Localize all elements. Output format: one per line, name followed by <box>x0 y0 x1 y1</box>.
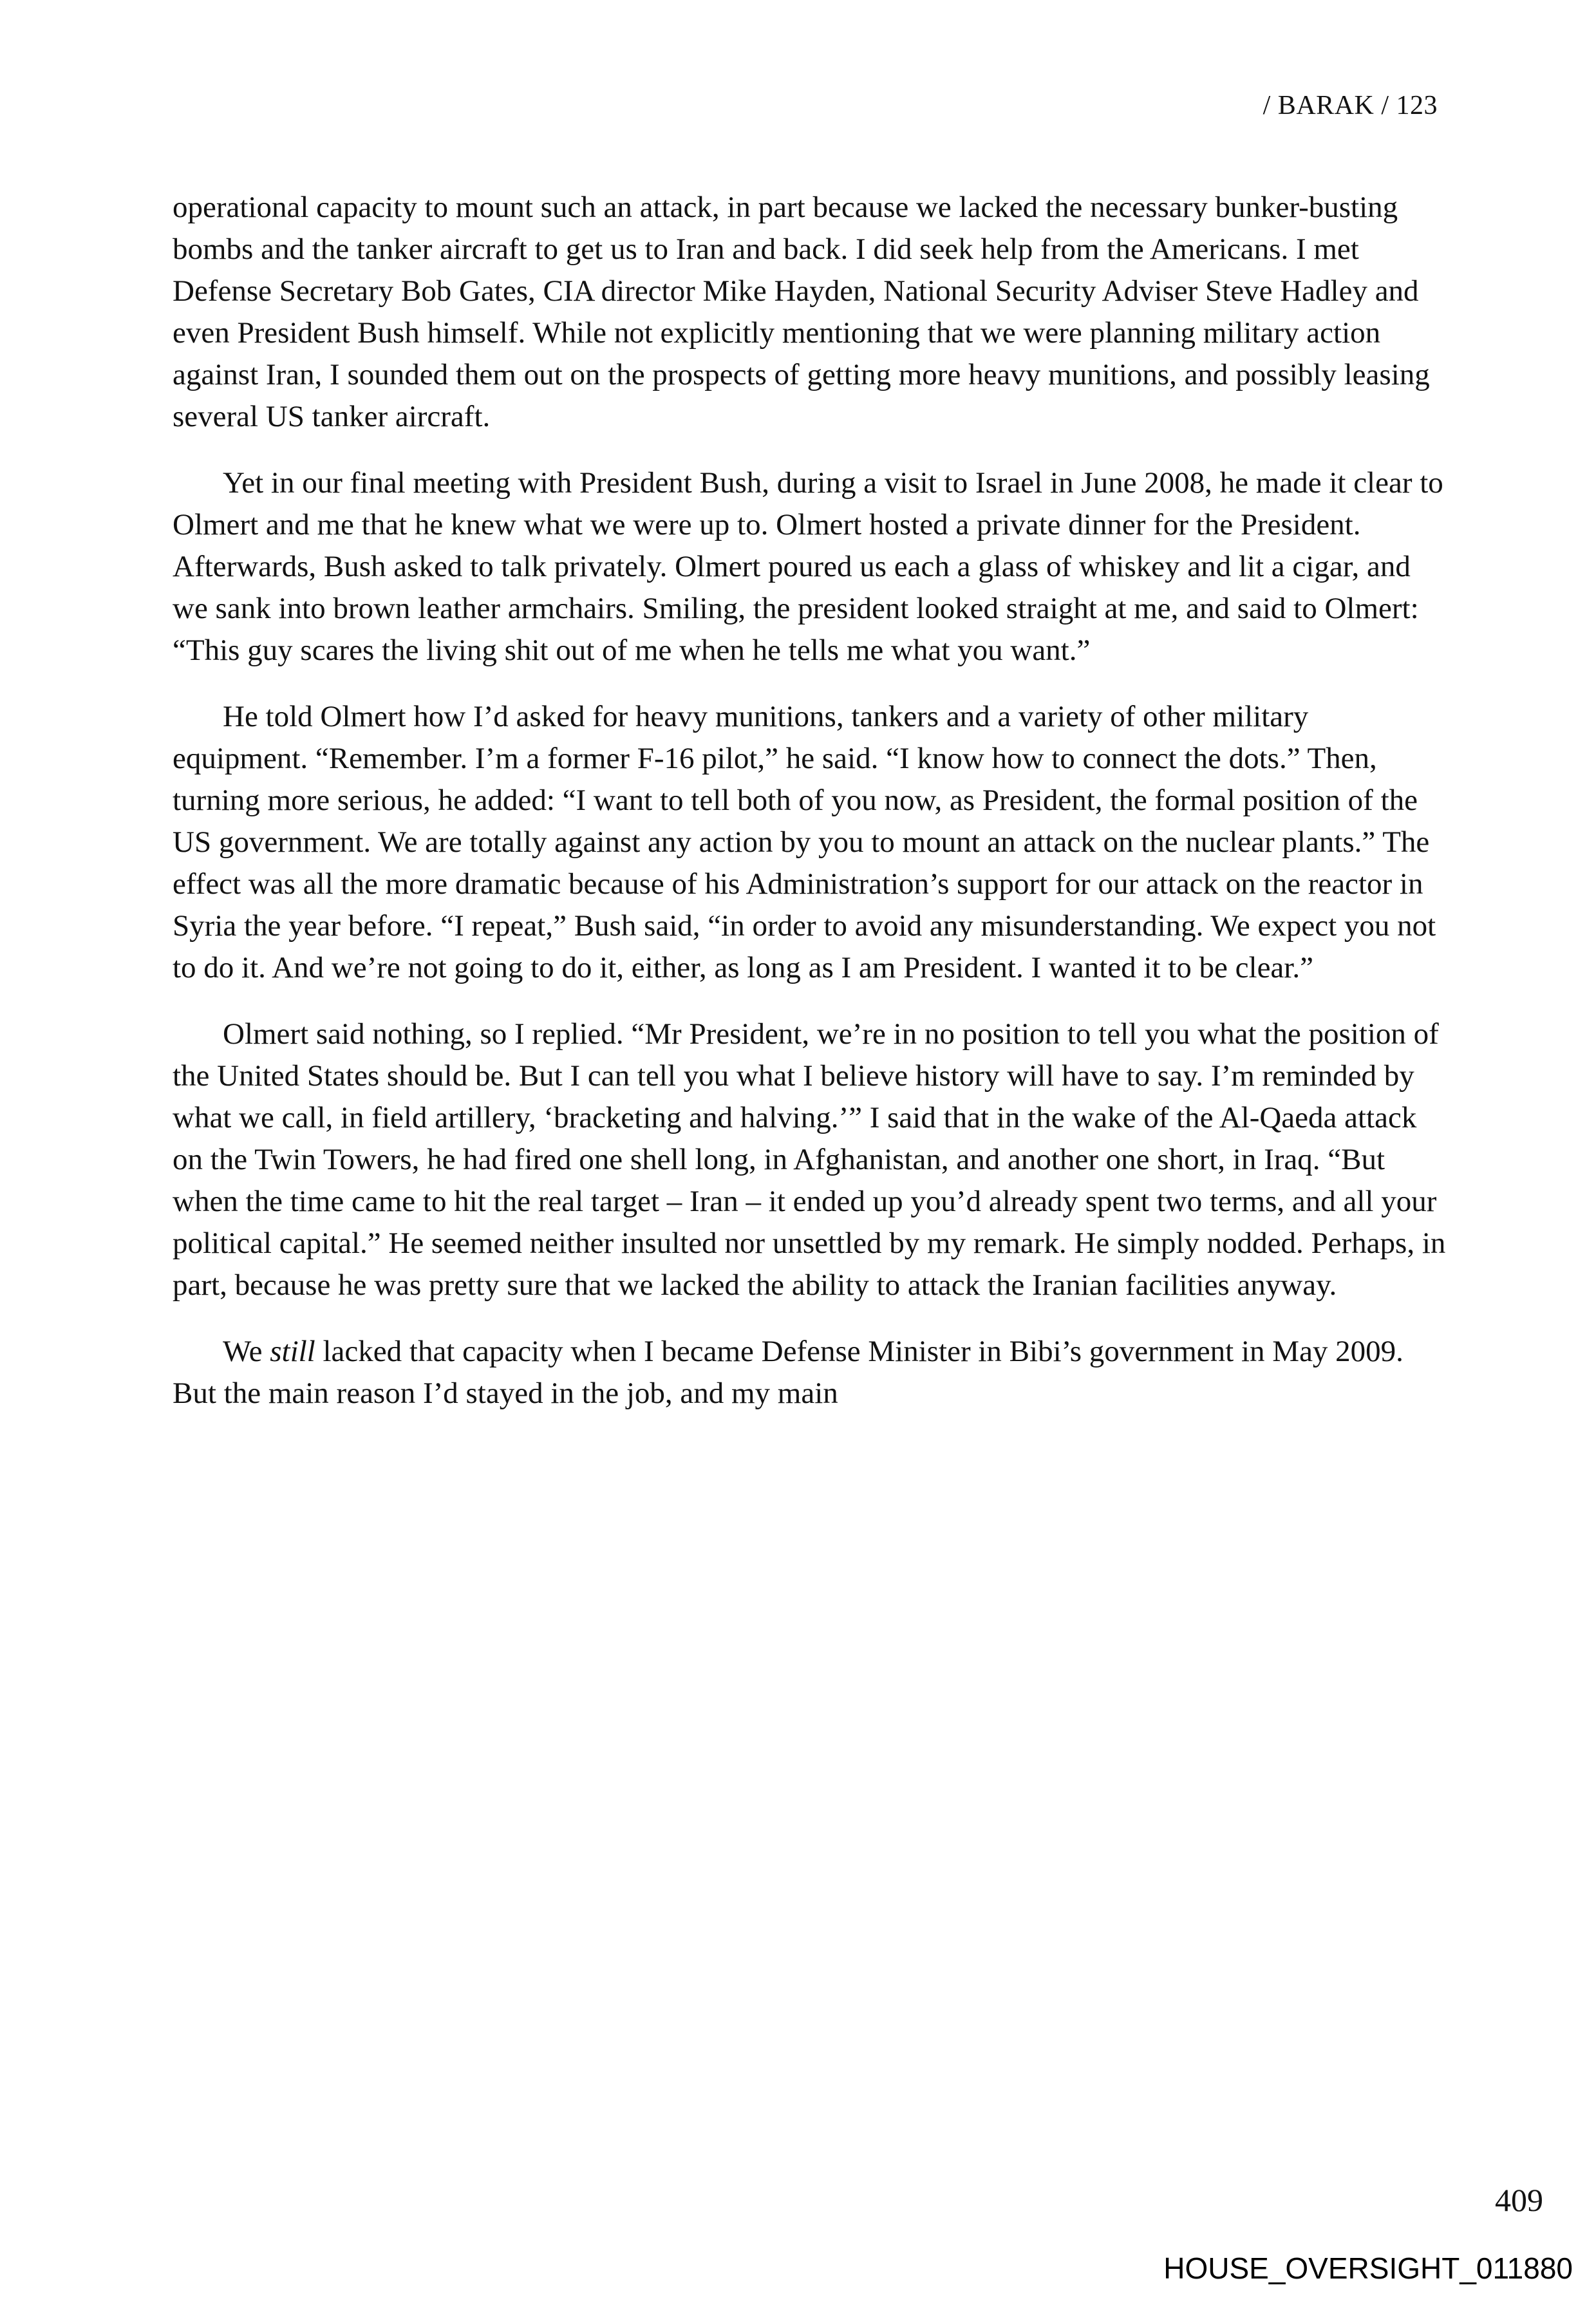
paragraph <box>173 462 1450 672</box>
text-run: Olmert said nothing, so I replied. “Mr President, we’re in no position to tell you what the position of the United States should be. But I can tell you what I believe history will have to say. I’m reminded by what we call, in field artillery, ‘bracketing and halving.’” I said that in the wake of the Al-Qaeda attack on the Twin Towers, he had fired one shell long, in Afghanistan, and another one short, in Iraq. “But when the time came to hit the real target – Iran – it ended up you’d already spent two terms, and all your political capital.” He seemed neither insulted nor unsettled by my remark. He simply nodded. Perhaps, in part, because he was pretty sure that we lacked the ability to attack the Iranian facilities anyway. <box>173 1017 1446 1302</box>
text-run: lacked that capacity when I became Defense Minister in Bibi’s government in May 2009. But the main reason I’d stayed in the job, and my main <box>173 1335 1404 1410</box>
text-run-italic: still <box>270 1335 315 1368</box>
bates-stamp: HOUSE_OVERSIGHT_011880 <box>1163 2251 1573 2285</box>
paragraph <box>173 1331 1450 1415</box>
text-run: He told Olmert how I’d asked for heavy munitions, tankers and a variety of other military equipment. “Remember. I’m a former F-16 pilot,” he said. “I know how to connect the dots.” Then, turning more serious, he added: “I want to tell both of you now, as President, the formal position of the US government. We are totally against any action by you to mount an attack on the nuclear plants.” The effect was all the more dramatic because of his Administration’s support for our attack on the reactor in Syria the year before. “I repeat,” Bush said, “in order to avoid any misunderstanding. We expect you not to do it. And we’re not going to do it, either, as long as I am President. I wanted it to be clear.” <box>173 700 1436 984</box>
text-run: Yet in our final meeting with President Bush, during a visit to Israel in June 2008, he made it clear to Olmert and me that he knew what we were up to. Olmert hosted a private dinner for the President. Afterwards, Bush asked to talk privately. Olmert poured us each a glass of whiskey and lit a cigar, and we sank into brown leather armchairs. Smiling, the president looked straight at me, and said to Olmert: “This guy scares the living shit out of me when he tells me what you want.” <box>173 466 1443 667</box>
body-text <box>173 187 1450 1439</box>
paragraph <box>173 1013 1450 1306</box>
running-header: / BARAK / 123 <box>1263 91 1438 120</box>
text-run: operational capacity to mount such an attack, in part because we lacked the necessary bunker-busting bombs and the tanker aircraft to get us to Iran and back. I did seek help from the Americans. I met Defense Secretary Bob Gates, CIA director Mike Hayden, National Security Adviser Steve Hadley and even President Bush himself. While not explicitly mentioning that we were planning military action against Iran, I sounded them out on the prospects of getting more heavy munitions, and possibly leasing several US tanker aircraft. <box>173 191 1430 433</box>
paragraph <box>173 187 1450 438</box>
paragraph <box>173 696 1450 989</box>
text-run: We <box>223 1335 270 1368</box>
page-number: 409 <box>1495 2182 1543 2218</box>
